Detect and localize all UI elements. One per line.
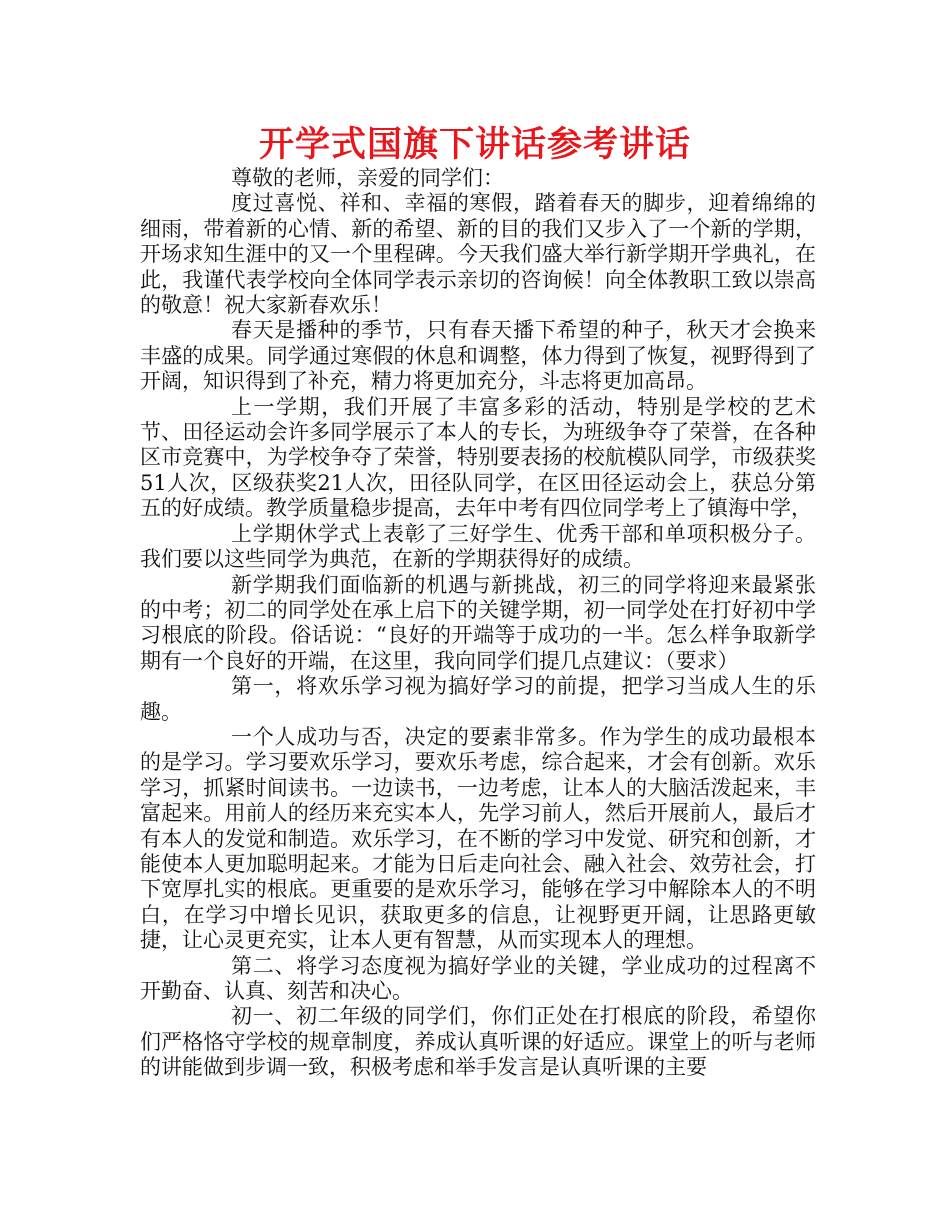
- paragraph: 度过喜悦、祥和、幸福的寒假，踏着春天的脚步，迎着绵绵的细雨，带着新的心情、新的希望、新的目的我们又步入了一个新的学期，开场求知生涯中的又一个里程碑。今天我们盛大举行新学期开学典礼，在此，我谨代表学校向全体同学表示亲切的咨询候！向全体教职工致以崇高的敬意！祝大家新春欢乐！: [140, 191, 816, 318]
- document-body: [140, 166, 816, 1081]
- paragraph: 上学期休学式上表彰了三好学生、优秀干部和单项积极分子。我们要以这些同学为典范，在新的学期获得好的成绩。: [140, 521, 816, 572]
- document-title: 开学式国旗下讲话参考讲话: [258, 125, 691, 165]
- paragraph: 上一学期，我们开展了丰富多彩的活动，特别是学校的艺术节、田径运动会许多同学展示了本人的专长，为班级争夺了荣誉，在各种区市竞赛中，为学校争夺了荣誉，特别要表扬的校航模队同学，市级获奖51人次，区级获奖21人次，田径队同学，在区田径运动会上，获总分第五的好成绩。教学质量稳步提高，去年中考有四位同学考上了镇海中学，: [140, 394, 816, 521]
- paragraph: 一个人成功与否，决定的要素非常多。作为学生的成功最根本的是学习。学习要欢乐学习，要欢乐考虑，综合起来，才会有创新。欢乐学习，抓紧时间读书。一边读书，一边考虑，让本人的大脑活泼起来，丰富起来。用前人的经历来充实本人，先学习前人，然后开展前人，最后才有本人的发觉和制造。欢乐学习，在不断的学习中发觉、研究和创新，才能使本人更加聪明起来。才能为日后走向社会、融入社会、效劳社会，打下宽厚扎实的根底。更重要的是欢乐学习，能够在学习中解除本人的不明白，在学习中增长见识，获取更多的信息，让视野更开阔，让思路更敏捷，让心灵更充实，让本人更有智慧，从而实现本人的理想。: [140, 724, 816, 953]
- paragraph: 春天是播种的季节，只有春天播下希望的种子，秋天才会换来丰盛的成果。同学通过寒假的休息和调整，体力得到了恢复，视野得到了开阔，知识得到了补充，精力将更加充分，斗志将更加高昂。: [140, 318, 816, 394]
- paragraph: 新学期我们面临新的机遇与新挑战，初三的同学将迎来最紧张的中考；初二的同学处在承上启下的关键学期，初一同学处在打好初中学习根底的阶段。俗话说：“良好的开端等于成功的一半。怎么样争取新学期有一个良好的开端，在这里，我向同学们提几点建议：（要求）: [140, 572, 816, 673]
- paragraph: 第一，将欢乐学习视为搞好学习的前提，把学习当成人生的乐趣。: [140, 674, 816, 724]
- paragraph: 初一、初二年级的同学们，你们正处在打根底的阶段，希望你们严格恪守学校的规章制度，养成认真听课的好适应。课堂上的听与老师的讲能做到步调一致，积极考虑和举手发言是认真听课的主要: [140, 1004, 816, 1080]
- paragraph-greeting: 尊敬的老师，亲爱的同学们：: [231, 166, 504, 190]
- paragraph: 第二、将学习态度视为搞好学业的关键，学业成功的过程离不开勤奋、认真、刻苦和决心。: [140, 953, 816, 1003]
